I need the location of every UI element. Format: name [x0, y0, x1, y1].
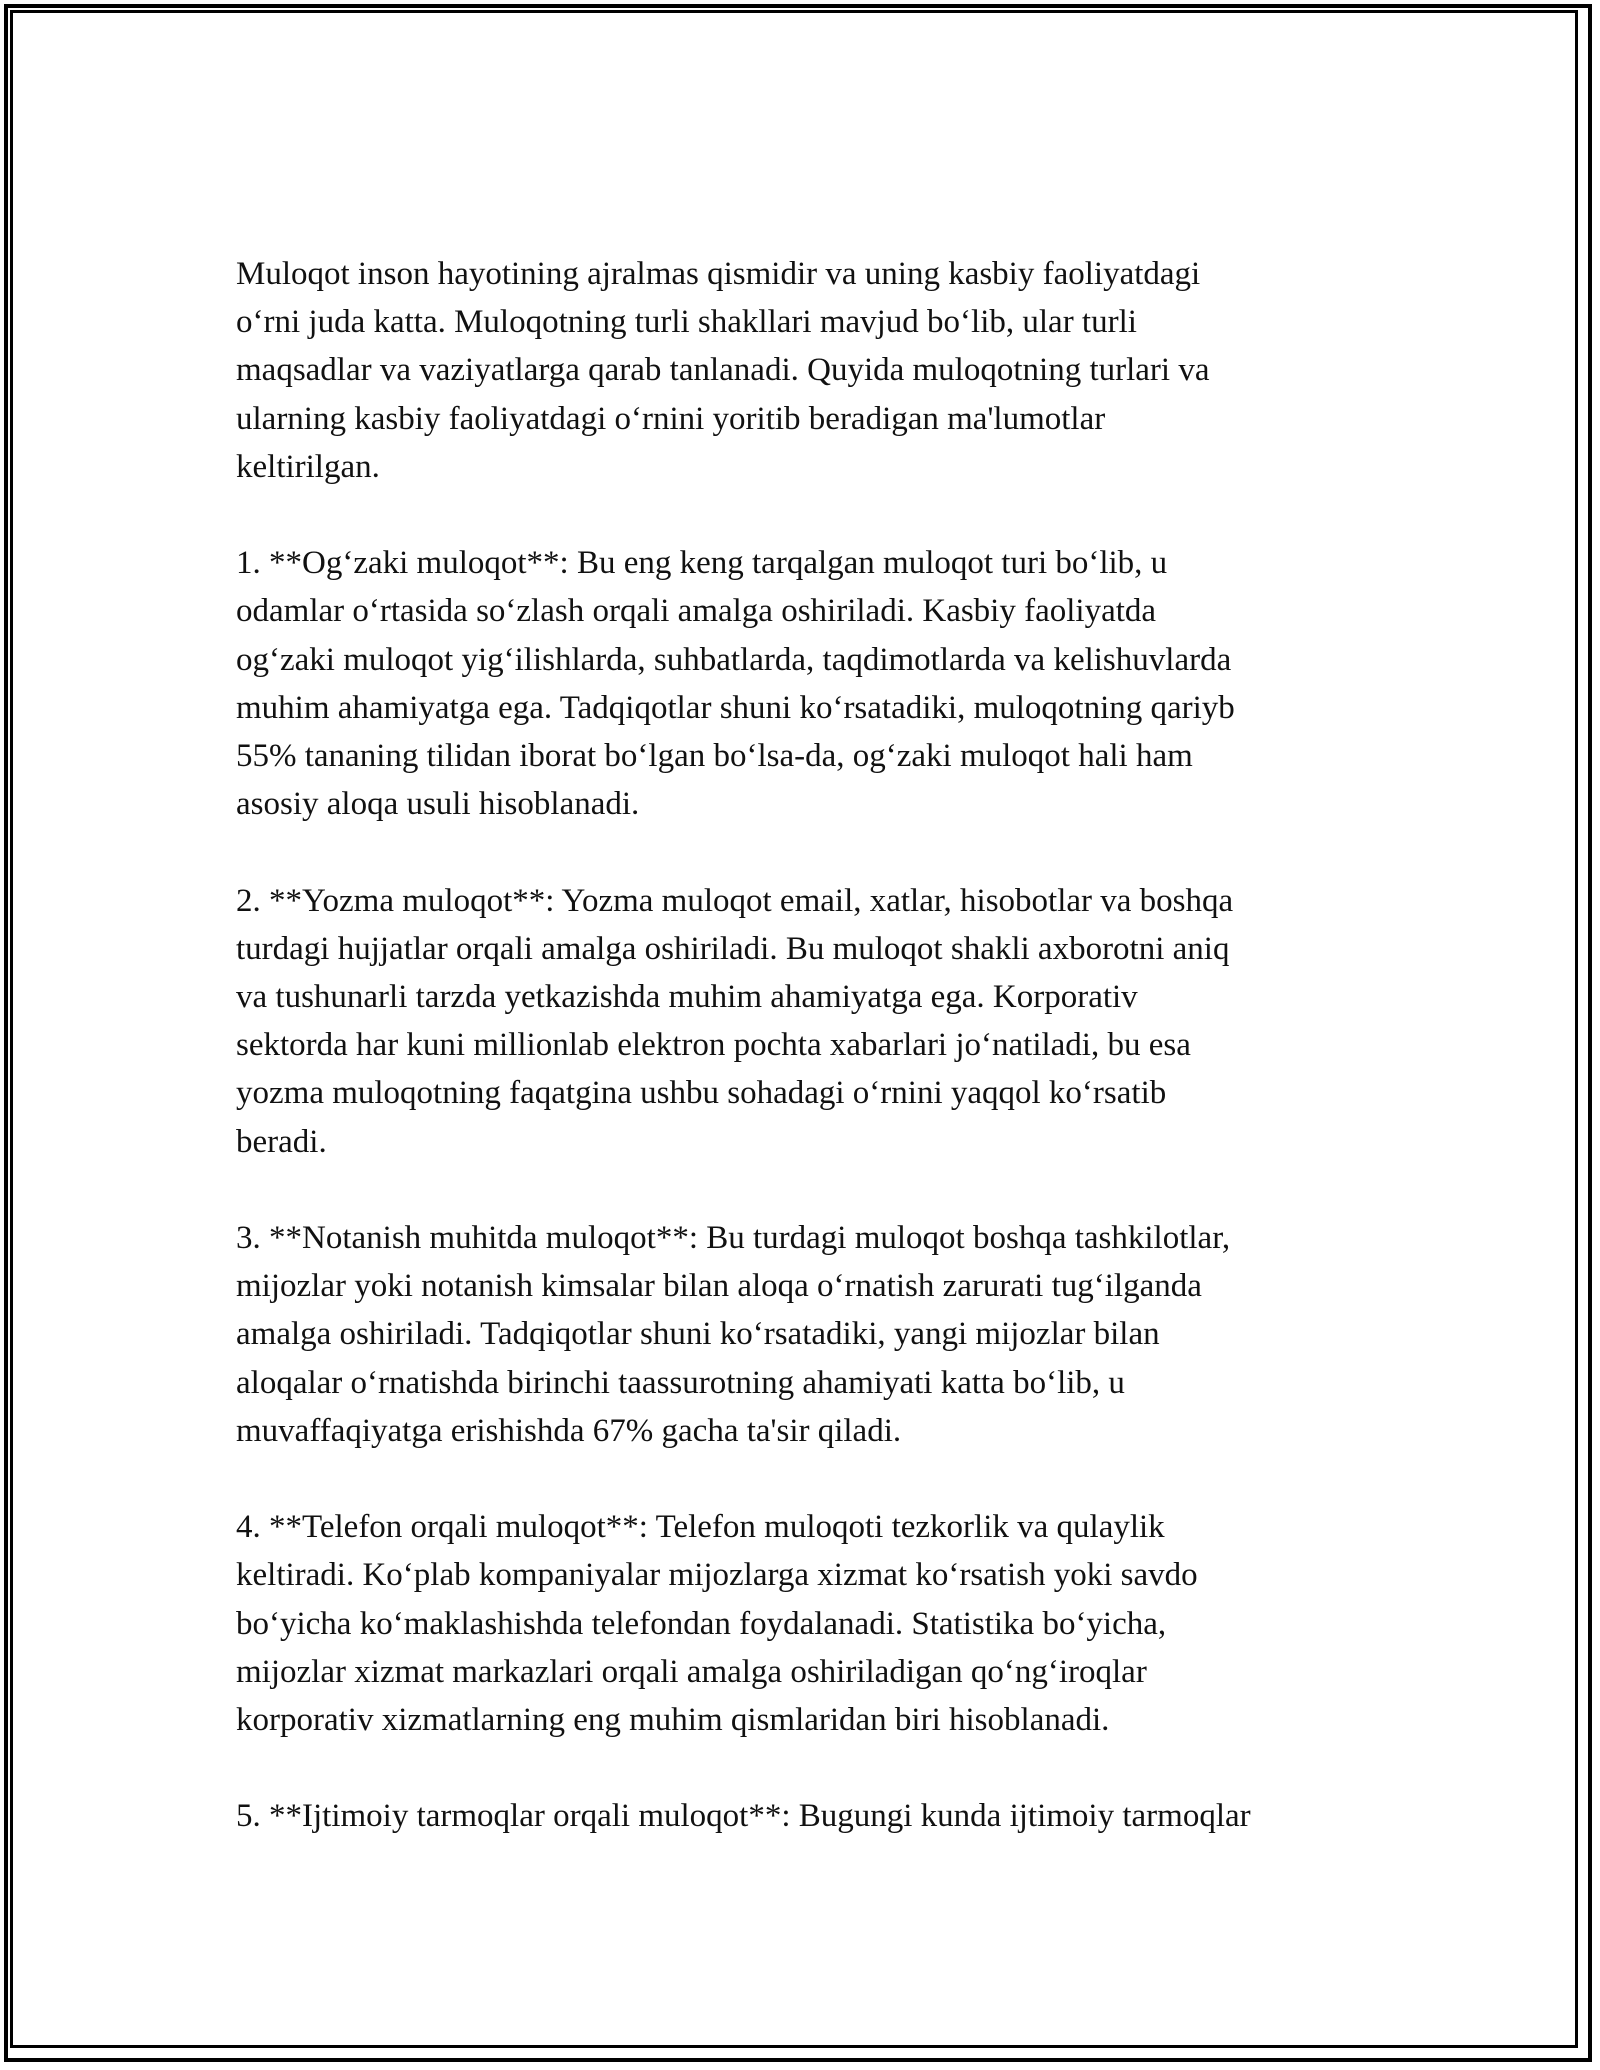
text-line: bo‘yicha ko‘maklashishda telefondan foydalanadi. Statistika bo‘yicha,: [236, 1605, 1167, 1642]
text-line: 3. **Notanish muhitda muloqot**: Bu turdagi muloqot boshqa tashkilotlar,: [236, 1220, 1231, 1257]
text-line: maqsadlar va vaziyatlarga qarab tanlanadi. Quyida muloqotning turlari va: [236, 352, 1210, 389]
text-line: 55% tananing tilidan iborat bo‘lgan bo‘lsa-da, og‘zaki muloqot hali ham: [236, 738, 1193, 775]
text-line: odamlar o‘rtasida so‘zlash orqali amalga oshiriladi. Kasbiy faoliyatda: [236, 593, 1157, 630]
text-line: beradi.: [236, 1123, 327, 1160]
text-line: muhim ahamiyatga ega. Tadqiqotlar shuni ko‘rsatadiki, muloqotning qariyb: [236, 689, 1235, 726]
text-line: 5. **Ijtimoiy tarmoqlar orqali muloqot**: Bugungi kunda ijtimoiy tarmoqlar: [236, 1798, 1251, 1835]
text-line: o‘rni juda katta. Muloqotning turli shakllari mavjud bo‘lib, ular turli: [236, 304, 1137, 341]
text-line: keltiradi. Ko‘plab kompaniyalar mijozlarga xizmat ko‘rsatish yoki savdo: [236, 1557, 1198, 1594]
text-line: yozma muloqotning faqatgina ushbu sohadagi o‘rnini yaqqol ko‘rsatib: [236, 1075, 1167, 1112]
text-line: amalga oshiriladi. Tadqiqotlar shuni ko‘rsatadiki, yangi mijozlar bilan: [236, 1316, 1160, 1353]
text-line: ularning kasbiy faoliyatdagi o‘rnini yoritib beradigan ma'lumotlar: [236, 400, 1106, 437]
text-line: asosiy aloqa usuli hisoblanadi.: [236, 786, 640, 823]
text-line: mijozlar yoki notanish kimsalar bilan aloqa o‘rnatish zarurati tug‘ilganda: [236, 1268, 1202, 1305]
text-line: 2. **Yozma muloqot**: Yozma muloqot email, xatlar, hisobotlar va boshqa: [236, 882, 1234, 919]
paragraph-item-3: [236, 1214, 1376, 1455]
text-line: korporativ xizmatlarning eng muhim qismlaridan biri hisoblanadi.: [236, 1702, 1110, 1739]
paragraph-item-4: [236, 1503, 1376, 1744]
text-line: muvaffaqiyatga erishishda 67% gacha ta'sir qiladi.: [236, 1412, 902, 1449]
text-line: og‘zaki muloqot yig‘ilishlarda, suhbatlarda, taqdimotlarda va kelishuvlarda: [236, 641, 1232, 678]
text-line: turdagi hujjatlar orqali amalga oshiriladi. Bu muloqot shakli axborotni aniq: [236, 930, 1230, 967]
text-line: sektorda har kuni millionlab elektron pochta xabarlari jo‘natiladi, bu esa: [236, 1027, 1191, 1064]
document-body: [236, 250, 1376, 1841]
text-line: mijozlar xizmat markazlari orqali amalga oshiriladigan qo‘ng‘iroqlar: [236, 1653, 1147, 1690]
paragraph-item-5: [236, 1792, 1376, 1840]
paragraph-item-2: [236, 877, 1376, 1166]
text-line: Muloqot inson hayotining ajralmas qismidir va uning kasbiy faoliyatdagi: [236, 256, 1201, 292]
text-line: va tushunarli tarzda yetkazishda muhim ahamiyatga ega. Korporativ: [236, 979, 1138, 1016]
paragraph-item-1: [236, 539, 1376, 828]
text-line: 1. **Og‘zaki muloqot**: Bu eng keng tarqalgan muloqot turi bo‘lib, u: [236, 545, 1168, 582]
text-line: keltirilgan.: [236, 448, 380, 485]
paragraph-intro: [236, 250, 1376, 491]
text-line: 4. **Telefon orqali muloqot**: Telefon muloqoti tezkorlik va qulaylik: [236, 1509, 1165, 1546]
text-line: aloqalar o‘rnatishda birinchi taassurotning ahamiyati katta bo‘lib, u: [236, 1364, 1125, 1401]
